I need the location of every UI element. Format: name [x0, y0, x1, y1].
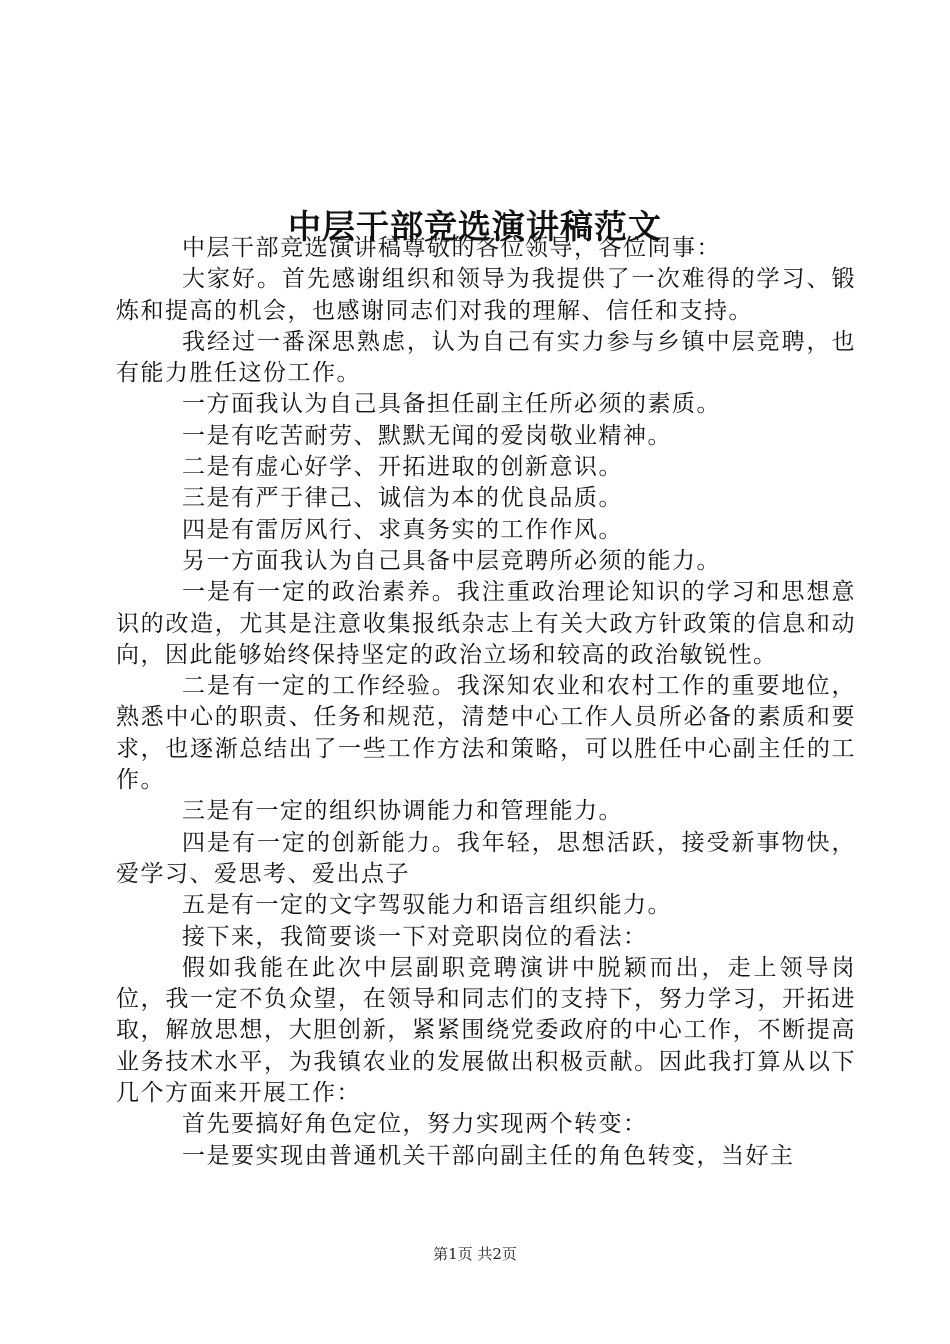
paragraph-13: 四是有一定的创新能力。我年轻，思想活跃，接受新事物快，爱学习、爱思考、爱出点子: [116, 829, 856, 887]
paragraph-12: 三是有一定的组织协调能力和管理能力。: [182, 798, 623, 825]
paragraph-9: 另一方面我认为自己具备中层竞聘所必须的能力。: [182, 547, 721, 574]
paragraph-5: 一是有吃苦耐劳、默默无闻的爱岗敬业精神。: [182, 422, 672, 449]
paragraph-17: 首先要搞好角色定位，努力实现两个转变：: [182, 1111, 648, 1138]
paragraph-18: 一是要实现由普通机关干部向副主任的角色转变，当好主: [182, 1142, 795, 1169]
paragraph-6: 二是有虚心好学、开拓进取的创新意识。: [182, 454, 623, 481]
page-footer: 第1页 共2页: [433, 1245, 517, 1263]
paragraph-3: 我经过一番深思熟虑，认为自己有实力参与乡镇中层竞聘，也有能力胜任这份工作。: [116, 328, 856, 387]
paragraph-10: 一是有一定的政治素养。我注重政治理论知识的学习和思想意识的改造，尤其是注意收集报纸杂志上有关大政方针政策的信息和动向，因此能够始终保持坚定的政治立场和较高的政治敏锐性。: [116, 579, 856, 668]
paragraph-4: 一方面我认为自己具备担任副主任所必须的素质。: [182, 391, 721, 418]
paragraph-11: 二是有一定的工作经验。我深知农业和农村工作的重要地位，熟悉中心的职责、任务和规范，清楚中心工作人员所必备的素质和要求，也逐渐总结出了一些工作方法和策略，可以胜任中心副主任的工作。: [116, 673, 856, 794]
paragraph-7: 三是有严于律己、诚信为本的优良品质。: [182, 485, 623, 512]
paragraph-8: 四是有雷厉风行、求真务实的工作作风。: [182, 516, 623, 543]
paragraph-15: 接下来，我简要谈一下对竞职岗位的看法：: [182, 923, 648, 950]
paragraph-14: 五是有一定的文字驾驭能力和语言组织能力。: [182, 892, 672, 919]
document-title: 中层干部竞选演讲稿范文: [288, 207, 662, 247]
paragraph-16: 假如我能在此次中层副职竞聘演讲中脱颖而出，走上领导岗位，我一定不负众望，在领导和同志们的支持下，努力学习，开拓进取，解放思想，大胆创新，紧紧围绕党委政府的中心工作，不断提高业务技术水平，为我镇农业的发展做出积极贡献。因此我打算从以下几个方面来开展工作：: [116, 954, 856, 1107]
paragraph-2: 大家好。首先感谢组织和领导为我提供了一次难得的学习、锻炼和提高的机会，也感谢同志们对我的理解、信任和支持。: [116, 266, 856, 324]
paragraph-1: 中层干部竞选演讲稿尊敬的各位领导，各位同事：: [182, 235, 721, 261]
document-body: [116, 233, 856, 1172]
